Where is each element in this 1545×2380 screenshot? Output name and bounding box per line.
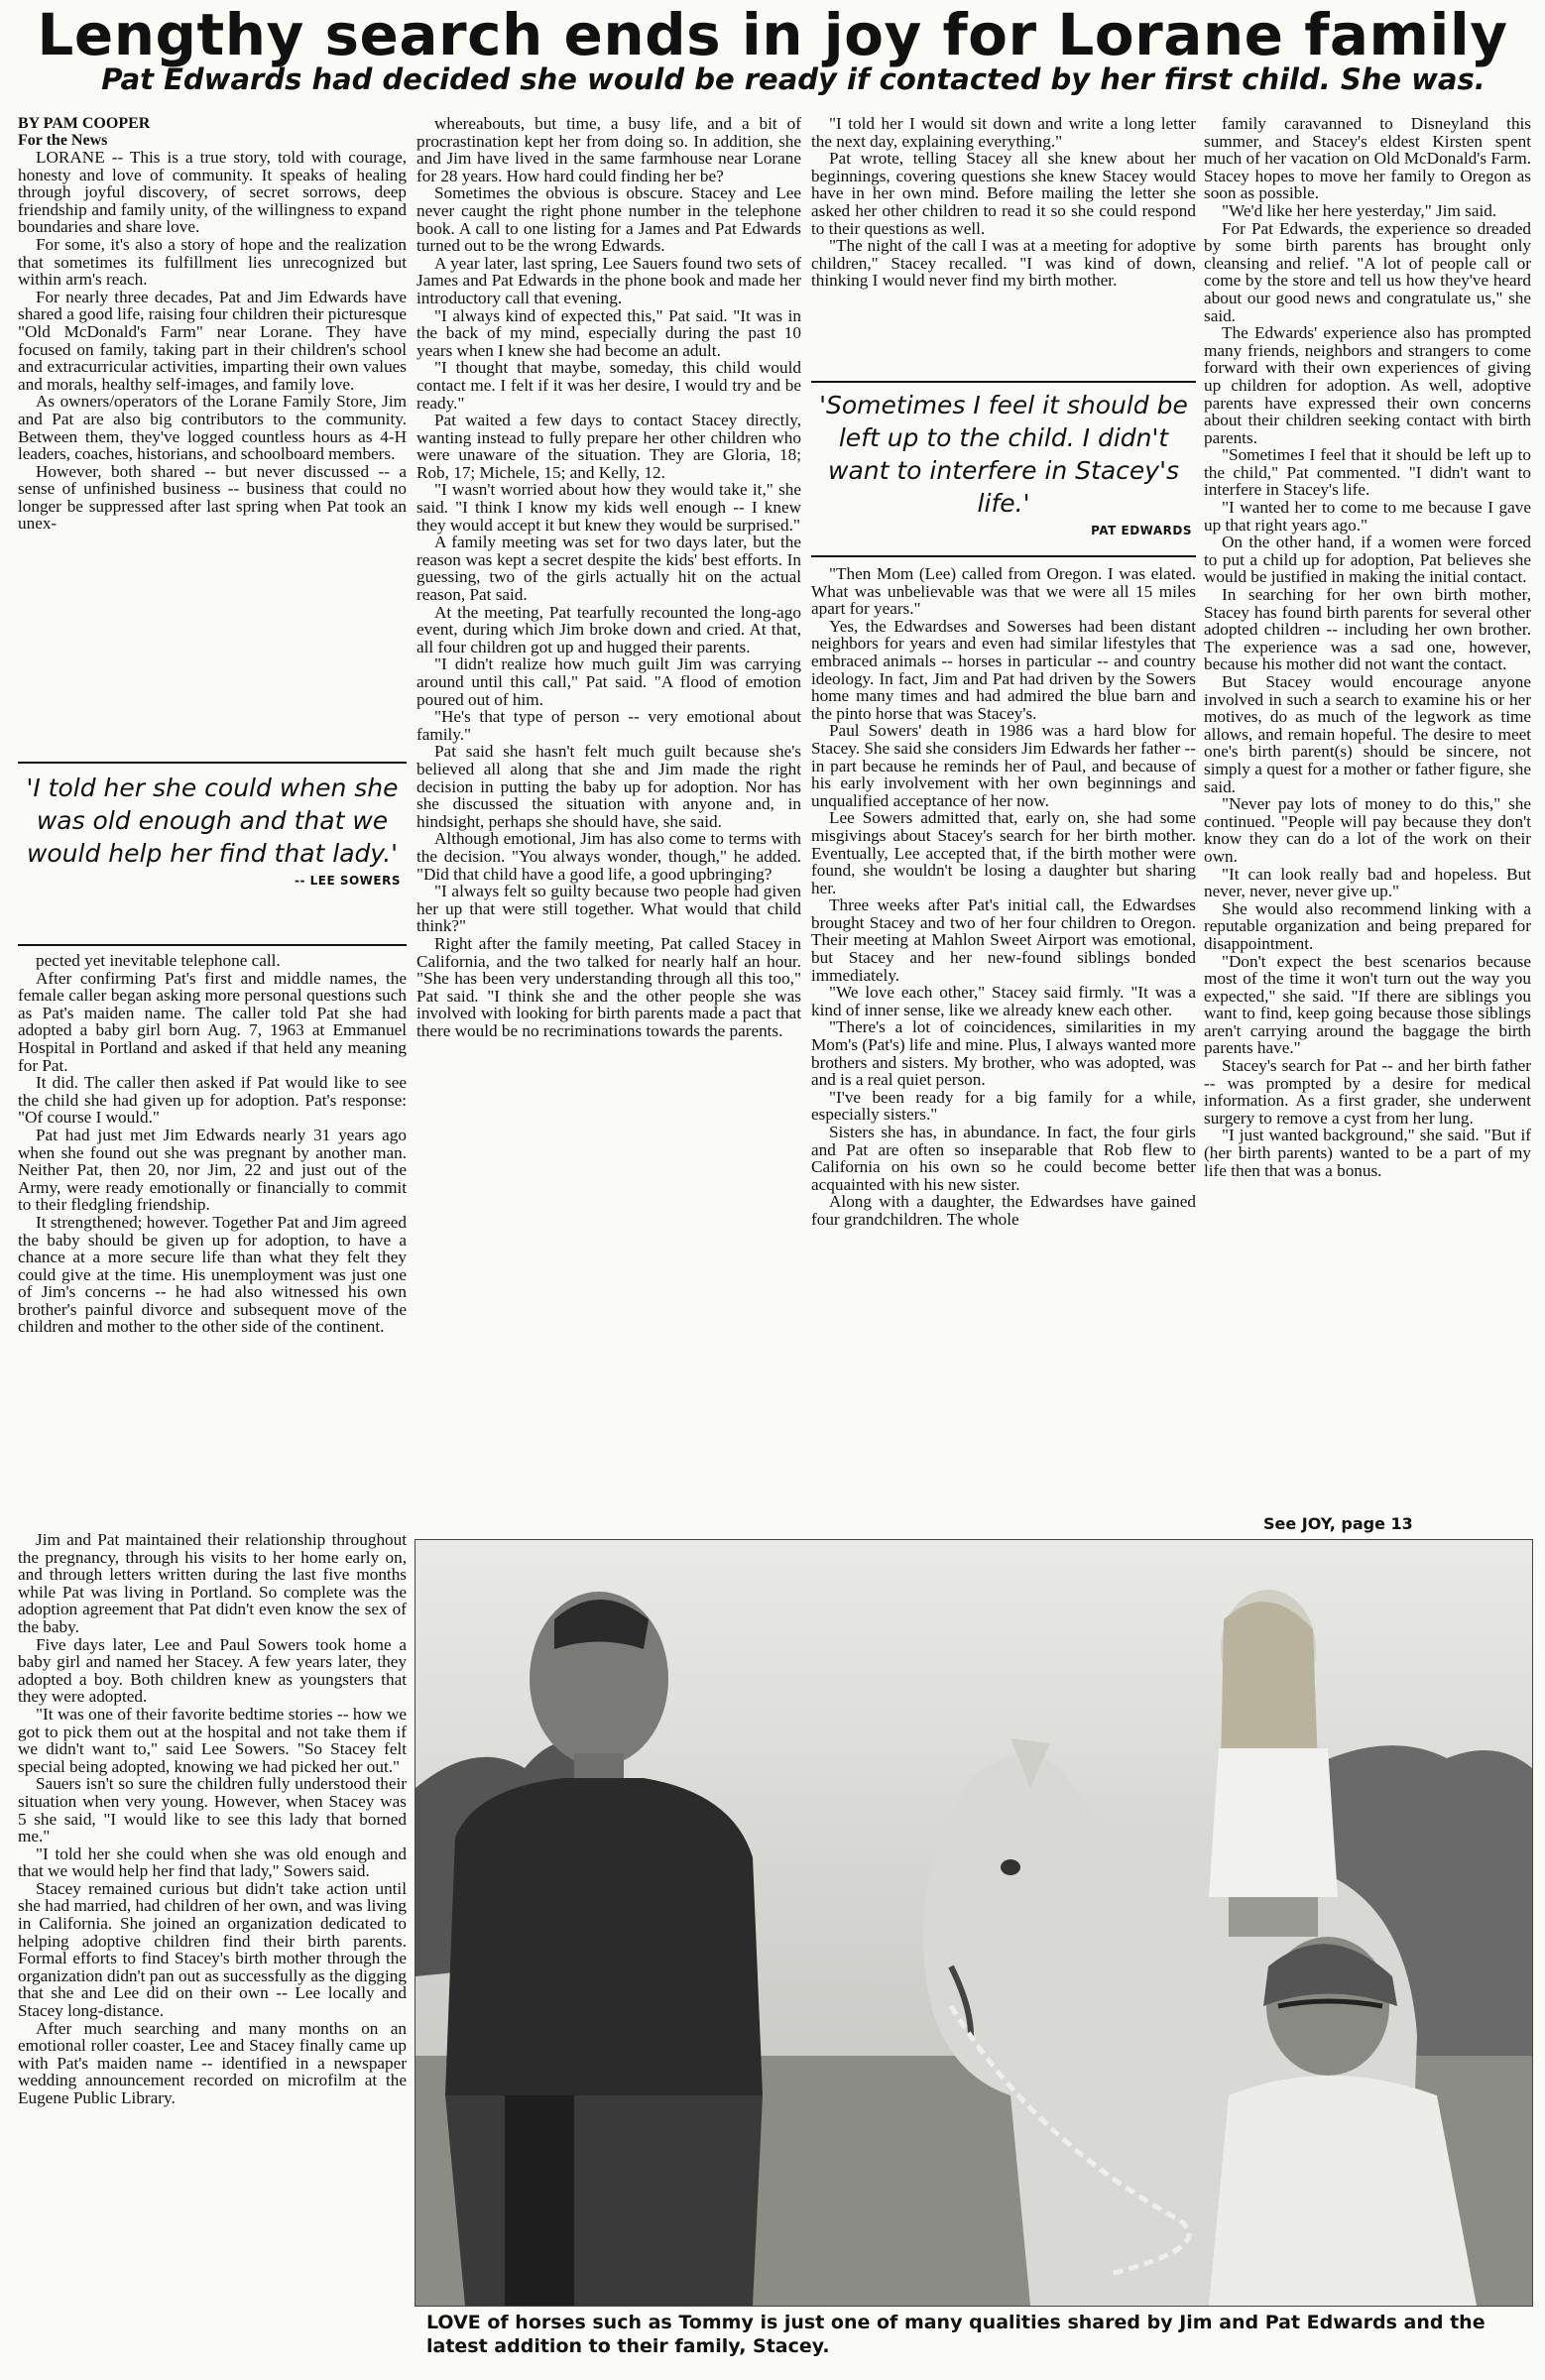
paragraph: It strengthened; however. Together Pat and Jim agreed the baby should be given up for adoption, to have a chance at a more secure life than what they felt they could give at the time. His unemployment was just one of Jim's concerns -- he had also witnessed his own brother's painful divorce and subsequent move of the children and mother to the other side of the continent. (18, 1212, 407, 1337)
paragraph: "Then Mom (Lee) called from Oregon. I was elated. What was unbelievable was that we were all 15 miles apart for years." (811, 565, 1196, 619)
column-1-mid (18, 952, 407, 1522)
paragraph: Yes, the Edwardses and Sowerses had been distant neighbors for years and even had similar lifestyles that embraced animals -- horses in particular -- and country ideology. In fact, Jim and Pat had driven by the Sowers home many times and had admired the blue barn and the pinto horse that was Stacey's. (811, 616, 1196, 723)
pull-quote-2 (815, 389, 1192, 537)
paragraph: On the other hand, if a women were forced to put a child up for adoption, Pat believes she would be justified in making the initial contact. (1204, 533, 1531, 587)
paragraph: "Never pay lots of money to do this," she continued. "People will pay because they don't know they can do a lot of the work on their own. (1204, 794, 1531, 866)
quote2-rule-top (811, 381, 1196, 383)
paragraph: Lee Sowers admitted that, early on, she had some misgivings about Stacey's search for her birth mother. Eventually, Lee accepted that, if the birth mother were found, she wouldn't be losing a daughter but sharing her. (811, 808, 1196, 897)
col1-bottom-body (18, 1531, 407, 2107)
paragraph: "He's that type of person -- very emotional about family." (416, 707, 801, 744)
paragraph: Pat waited a few days to contact Stacey directly, wanting instead to fully prepare her other children who were unaware of the situation. They are Gloria, 18; Rob, 17; Michele, 15; and Kelly, 12. (416, 411, 801, 482)
paragraph: For some, it's also a story of hope and the realization that sometimes its fulfillment lies unrecognized but within arm's reach. (18, 234, 407, 290)
paragraph: "I've been ready for a big family for a while, especially sisters." (811, 1087, 1196, 1125)
pull-quote-2-text: 'Sometimes I feel it should be left up to the child. I didn't want to interfere in Stacey's life.' (819, 391, 1188, 518)
paragraph: Stacey's search for Pat -- and her birth father -- was prompted by a desire for medical information. As a first grader, she underwent surgery to remove a cyst from her lung. (1204, 1056, 1531, 1128)
paragraph: LORANE -- This is a true story, told with courage, honesty and love of community. It speaks of healing through joyful discovery, of secret sorrows, deep friendship and family unity, of the willingness to expand boundaries and share love. (18, 148, 407, 237)
col2-body (416, 115, 801, 1039)
byline-org: For the News (18, 132, 108, 149)
quote-rule-top (18, 762, 407, 764)
paragraph: pected yet inevitable telephone call. (36, 952, 281, 970)
paragraph: For Pat Edwards, the experience so dreaded by some birth parents has brought only cleansing and relief. "A lot of people call or come by the store and tell us how they've heard about our good news and congratulate us," she said. (1204, 218, 1531, 325)
pull-quote-2-attr: PAT EDWARDS (1091, 524, 1192, 537)
column-4 (1204, 115, 1531, 1508)
col1-mid-body (18, 952, 407, 1336)
pull-quote-1-text: 'I told her she could when she was old enough and that we would help her find that lady.' (26, 774, 399, 868)
quote-rule-bottom (18, 944, 407, 946)
paragraph: Pat said she hasn't felt much guilt because she's believed all along that she and Jim made the right decision in putting the baby up for adoption. Nor has she discussed the situation with anyone and, in hindsight, perhaps she should have, she said. (416, 742, 801, 831)
paragraph: "I told her I would sit down and write a long letter the next day, explaining everything." (811, 115, 1196, 151)
paragraph: Sauers isn't so sure the children fully understood their situation when very young. However, when Stacey was 5 she said, "I would like to see this lady that borned me." (18, 1774, 407, 1846)
paragraph: "It can look really bad and hopeless. But never, never, never give up." (1204, 864, 1531, 901)
paragraph: "There's a lot of coincidences, similarities in my Mom's (Pat's) life and mine. Plus, I always wanted more brothers and sisters. My brother, who was adopted, was and is a real quiet person. (811, 1017, 1196, 1090)
paragraph: For nearly three decades, Pat and Jim Edwards have shared a good life, raising four children their picturesque "Old McDonald's Farm" near Lorane. They have focused on family, taking part in their children's school and extracurricular activities, imparting their own values and morals, healthy self-images, and family love. (18, 287, 407, 394)
paragraph: "I didn't realize how much guilt Jim was carrying around until this call," Pat said. "A flood of emotion poured out of him. (416, 654, 801, 709)
paragraph: "I thought that maybe, someday, this child would contact me. I felt if it was her desire, I would try and be ready." (416, 358, 801, 413)
paragraph: But Stacey would encourage anyone involved in such a search to examine his or her motives, do as much of the legwork as time allows, and remain hopeful. The desire to meet one's birth parent(s) should be sincere, not simply a quest for a mother or father figure, she said. (1204, 672, 1531, 796)
column-1-top (18, 115, 407, 779)
paragraph: However, both shared -- but never discussed -- a sense of unfinished business -- business that could no longer be suppressed after last spring when Pat took an unex- (18, 461, 407, 534)
pull-quote-1 (24, 772, 401, 888)
quote2-rule-bottom (811, 555, 1196, 557)
paragraph: "We'd like her here yesterday," Jim said. (1222, 200, 1497, 220)
paragraph: As owners/operators of the Lorane Family Store, Jim and Pat are also big contributors to the community. Between them, they've logged countless hours as 4-H leaders, coaches, historians, and schoolboard members. (18, 392, 407, 464)
paragraph: Pat had just met Jim Edwards nearly 31 years ago when she found out she was pregnant by another man. Neither Pat, then 20, nor Jim, 22 and just out of the Army, were ready emotionally or financially to commit to their fledgling friendship. (18, 1125, 407, 1215)
photo-caption: LOVE of horses such as Tommy is just one of many qualities shared by Jim and Pat Edwards and the latest addition to their family, Stacey. (426, 2312, 1486, 2357)
paragraph: After confirming Pat's first and middle names, the female caller began asking more personal questions such as Pat's maiden name. The caller told Pat she had adopted a baby girl born Aug. 7, 1963 at Emmanuel Hospital in Portland and asked if that held any meaning for Pat. (18, 968, 407, 1075)
paragraph: After much searching and many months on an emotional roller coaster, Lee and Stacey finally came up with Pat's maiden name -- identified in a newspaper wedding announcement recorded on microfilm at the Eugene Public Library. (18, 2018, 407, 2107)
paragraph: "I always kind of expected this," Pat said. "It was in the back of my mind, especially during the past 10 years when I knew she had become an adult. (416, 305, 801, 360)
photo (415, 1539, 1533, 2307)
deck: Pat Edwards had decided she would be ready if contacted by her first child. She was. (101, 62, 1486, 96)
paragraph: "The night of the call I was at a meeting for adoptive children," Stacey recalled. "I was kind of down, thinking I would never find my birth mother. (811, 236, 1196, 291)
paragraph: Five days later, Lee and Paul Sowers took home a baby girl and named her Stacey. A few years later, they adopted a boy. Both children knew as youngsters that they were adopted. (18, 1634, 407, 1707)
column-3-bottom (811, 565, 1196, 1523)
paragraph: "I always felt so guilty because two people had given her up that were still together. What would that child think?" (416, 882, 801, 936)
paragraph: "I told her she could when she was old enough and that we would help her find that lady," Sowers said. (18, 1844, 407, 1881)
paragraph: She would also recommend linking with a reputable organization and being prepared for disappointment. (1204, 898, 1531, 953)
byline: BY PAM COOPER (18, 115, 151, 132)
paragraph: The Edwards' experience also has prompted many friends, neighbors and strangers to come forward with their own experiences of giving up children for adoption. As well, adoptive parents have expressed their own concerns about their children seeking contact with birth parents. (1204, 323, 1531, 447)
pull-quote-1-attr: -- LEE SOWERS (294, 874, 401, 888)
paragraph: Although emotional, Jim has also come to terms with the decision. "You always wonder, though," he added. "Did that child have a good life, a good upbringing? (416, 829, 801, 884)
paragraph: family caravanned to Disneyland this summer, and Stacey's eldest Kirsten spent much of her vacation on Old McDonald's Farm. Stacey hopes to move her family to Oregon as soon as possible. (1204, 115, 1531, 203)
paragraph: Right after the family meeting, Pat called Stacey in California, and the two talked for nearly half an hour. "She has been very understanding through all this too," Pat said. "I think she and the other people she was involved with looking for birth parents made a pact that there would be no recriminations towards the parents. (416, 933, 801, 1040)
paragraph: Jim and Pat maintained their relationship throughout the pregnancy, through his visits to her home early on, and through letters written during the last five months while Pat was living in Portland. So complete was the adoption agreement that Pat didn't even know the sex of the baby. (18, 1531, 407, 1636)
col3-top-body (811, 115, 1196, 290)
paragraph: Stacey remained curious but didn't take action until she had married, had children of her own, and was living in California. She joined an organization dedicated to helping adoptive children find their birth parents. Formal efforts to find Stacey's birth mother through the organization didn't pan out as successfully as the digging that she and Lee did on their own -- Lee locally and Stacey long-distance. (18, 1878, 407, 2021)
paragraph: "Don't expect the best scenarios because most of the time it won't turn out the way you expected," she said. "If there are siblings you want to find, keep going because those siblings aren't carrying around the baggage the birth parents have." (1204, 951, 1531, 1058)
jump-line: See JOY, page 13 (1263, 1514, 1413, 1533)
paragraph: "I wanted her to come to me because I gave up that right years ago." (1204, 498, 1531, 535)
col4-body (1204, 115, 1531, 1179)
paragraph: It did. The caller then asked if Pat would like to see the child she had given up for adoption. Pat's response: "Of course I would." (18, 1073, 407, 1128)
paragraph: "I wasn't worried about how they would take it," she said. "I think I know my kids well enough -- I knew they would accept it but knew they would be surprised." (416, 480, 801, 535)
paragraph: Paul Sowers' death in 1986 was a hard blow for Stacey. She said she considers Jim Edwards her father -- in part because he reminds her of Paul, and because of his early involvement with her own beginnings and unqualified acceptance of her now. (811, 721, 1196, 810)
paragraph: Sometimes the obvious is obscure. Stacey and Lee never caught the right phone number in the telephone book. A call to one listing for a James and Pat Edwards turned out to be the wrong Edwards. (416, 183, 801, 256)
column-3-top (811, 115, 1196, 373)
paragraph: "We love each other," Stacey said firmly. "It was a kind of inner sense, like we already knew each other. (811, 983, 1196, 1019)
paragraph: "It was one of their favorite bedtime stories -- how we got to pick them out at the hospital and not take them if we didn't want to," said Lee Sowers. "So Stacey felt special being adopted, knowing we had picked her out." (18, 1704, 407, 1776)
paragraph: Sisters she has, in abundance. In fact, the four girls and Pat are often so inseparable that Rob flew to California on his own so he could become better acquainted with his new sister. (811, 1123, 1196, 1194)
paragraph: Pat wrote, telling Stacey all she knew about her beginnings, covering questions she knew Stacey would have in her own mind. Before mailing the letter she asked her other children to read it so she could respond to their questions as well. (811, 149, 1196, 238)
col3-bottom-body (811, 565, 1196, 1229)
headline: Lengthy search ends in joy for Lorane family (37, 1, 1508, 68)
paragraph: At the meeting, Pat tearfully recounted the long-ago event, during which Jim broke down and cried. At that, all four children got up and hugged their parents. (416, 602, 801, 656)
paragraph: "Sometimes I feel that it should be left up to the child," Pat commented. "I didn't want to interfere in Stacey's life. (1204, 445, 1531, 500)
paragraph: Along with a daughter, the Edwardses have gained four grandchildren. The whole (811, 1192, 1196, 1229)
paragraph: A family meeting was set for two days later, but the reason was kept a secret despite the kids' best efforts. In guessing, two of the girls actually hit on the actual reason, Pat said. (416, 533, 801, 605)
photo-illustration (416, 1540, 1532, 2306)
paragraph: In searching for her own birth mother, Stacey has found birth parents for several other adopted children -- including her own brother. The experience was a sad one, however, because his mother did not want the contact. (1204, 585, 1531, 674)
paragraph: whereabouts, but time, a busy life, and a bit of procrastination kept her from doing so. In addition, she and Jim have lived in the same farmhouse near Lorane for 28 years. How hard could finding her be? (416, 115, 801, 185)
column-2 (416, 115, 801, 1523)
paragraph: "I just wanted background," she said. "But if (her birth parents) wanted to be a part of my life then that was a bonus. (1204, 1126, 1531, 1180)
paragraph: Three weeks after Pat's initial call, the Edwardses brought Stacey and two of her four children to Oregon. Their meeting at Mahlon Sweet Airport was emotional, but Stacey and her new-found siblings bonded immediately. (811, 895, 1196, 985)
column-1-bottom (18, 1531, 407, 2372)
col1-top-body (18, 149, 407, 533)
paragraph: A year later, last spring, Lee Sauers found two sets of James and Pat Edwards in the phone book and made her introductory call that evening. (416, 253, 801, 307)
